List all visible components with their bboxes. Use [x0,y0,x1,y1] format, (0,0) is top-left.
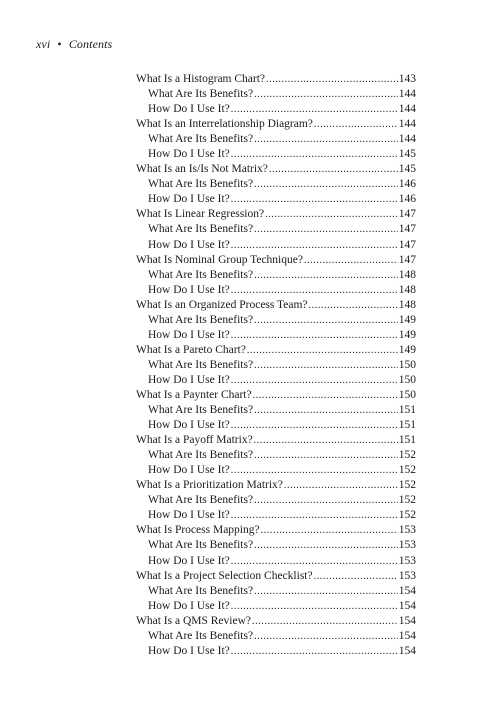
toc-subentry [136,177,416,192]
toc-entry-title: What Are Its Benefits? [148,539,254,552]
toc-subentry [136,538,416,553]
toc-page-number: 152 [398,449,416,462]
dot-leader [261,523,398,538]
toc-entry-title: What Is a Pareto Chart? [136,343,246,356]
dot-leader [231,418,398,433]
toc-subentry [136,358,416,373]
toc-page-number: 150 [398,388,416,401]
toc-page-number: 152 [398,464,416,477]
toc-page-number: 153 [398,524,416,537]
toc-subentry [136,629,416,644]
toc-page-number: 150 [398,373,416,386]
toc-page-number: 154 [398,614,416,627]
toc-entry-title: What Are Its Benefits? [148,449,254,462]
toc-subentry [136,283,416,298]
toc-subentry [136,403,416,418]
toc-page-number: 144 [398,103,416,116]
toc-subentry [136,418,416,433]
toc-page-number: 147 [398,253,416,266]
dot-leader [284,478,398,493]
toc-entry-title: What Are Its Benefits? [148,313,254,326]
toc-entry-title: How Do I Use It? [148,509,230,522]
toc-page-number: 151 [398,419,416,432]
dot-leader [231,328,398,343]
toc-entry-title: How Do I Use It? [148,554,230,567]
toc-entry-title: What Are Its Benefits? [148,223,254,236]
toc-entry-title: What Is a QMS Review? [136,614,251,627]
toc-page-number: 148 [398,283,416,296]
toc-entry-title: What Are Its Benefits? [148,268,254,281]
toc-page-number: 154 [398,644,416,657]
toc-entry-title: What Is a Payoff Matrix? [136,434,253,447]
toc-entry-title: How Do I Use It? [148,599,230,612]
toc-entry [136,433,416,448]
toc-page-number: 154 [398,599,416,612]
dot-leader [254,222,398,237]
toc-page-number: 153 [398,554,416,567]
toc-page-number: 144 [398,88,416,101]
toc-subentry [136,87,416,102]
dot-leader [254,538,398,553]
toc-subentry [136,584,416,599]
dot-leader [254,268,398,283]
toc-entry [136,298,416,313]
toc-subentry [136,132,416,147]
dot-leader [252,614,398,629]
dot-leader [254,358,398,373]
toc-subentry [136,238,416,253]
header-separator: • [57,37,62,51]
toc-entry-title: How Do I Use It? [148,373,230,386]
toc-entry-title: What Is Nominal Group Technique? [136,253,303,266]
toc-page-number: 152 [398,479,416,492]
toc-page-number: 149 [398,313,416,326]
toc-entry [136,162,416,177]
toc-entry [136,614,416,629]
toc-entry [136,569,416,584]
toc-entry-title: What Is Process Mapping? [136,524,260,537]
dot-leader [254,313,398,328]
dot-leader [254,584,398,599]
toc-page-number: 147 [398,238,416,251]
toc-page-number: 152 [398,494,416,507]
dot-leader [304,253,398,268]
toc-entry [136,523,416,538]
dot-leader [314,569,398,584]
toc-entry-title: What Are Its Benefits? [148,358,254,371]
toc-subentry [136,222,416,237]
toc-page-number: 150 [398,358,416,371]
toc-page-number: 144 [398,133,416,146]
dot-leader [309,298,398,313]
dot-leader [231,554,398,569]
toc-subentry [136,192,416,207]
toc-page-number: 147 [398,208,416,221]
toc-entry-title: What Is Linear Regression? [136,208,265,221]
toc-subentry [136,644,416,659]
toc-subentry [136,448,416,463]
toc-entry-title: What Is a Project Selection Checklist? [136,569,313,582]
toc-entry-title: How Do I Use It? [148,103,230,116]
toc-entry-title: How Do I Use It? [148,419,230,432]
toc-page-number: 153 [398,569,416,582]
dot-leader [231,508,398,523]
dot-leader [254,448,398,463]
toc-entry-title: What Are Its Benefits? [148,584,254,597]
toc-subentry [136,373,416,388]
toc-entry-title: How Do I Use It? [148,148,230,161]
dot-leader [269,162,398,177]
table-of-contents [136,72,416,659]
toc-page-number: 148 [398,268,416,281]
toc-entry-title: What Are Its Benefits? [148,404,254,417]
dot-leader [231,373,398,388]
toc-entry-title: How Do I Use It? [148,328,230,341]
toc-entry-title: What Is an Is/Is Not Matrix? [136,163,268,176]
toc-subentry [136,554,416,569]
toc-entry [136,207,416,222]
toc-entry-title: How Do I Use It? [148,644,230,657]
toc-subentry [136,313,416,328]
toc-entry [136,72,416,87]
dot-leader [231,102,398,117]
toc-page-number: 148 [398,298,416,311]
toc-page-number: 145 [398,163,416,176]
toc-page-number: 145 [398,148,416,161]
toc-page-number: 149 [398,343,416,356]
toc-page-number: 154 [398,584,416,597]
toc-entry-title: How Do I Use It? [148,464,230,477]
toc-entry-title: What Are Its Benefits? [148,629,254,642]
dot-leader [254,132,398,147]
toc-page-number: 147 [398,223,416,236]
dot-leader [231,463,398,478]
toc-entry [136,117,416,132]
dot-leader [254,177,398,192]
toc-entry-title: What Are Its Benefits? [148,133,254,146]
toc-page-number: 143 [398,73,416,85]
toc-subentry [136,493,416,508]
toc-page-number: 146 [398,193,416,206]
dot-leader [247,343,398,358]
toc-page-number: 151 [398,434,416,447]
toc-entry-title: How Do I Use It? [148,238,230,251]
folio-number: xvi [36,37,51,51]
dot-leader [254,629,398,644]
dot-leader [231,147,398,162]
dot-leader [314,117,398,132]
dot-leader [231,599,398,614]
toc-entry-title: What Are Its Benefits? [148,178,254,191]
dot-leader [254,433,398,448]
toc-page-number: 146 [398,178,416,191]
dot-leader [254,493,398,508]
toc-entry-title: How Do I Use It? [148,283,230,296]
toc-page-number: 151 [398,404,416,417]
toc-entry-title: What Is a Histogram Chart? [136,73,266,85]
dot-leader [231,644,398,659]
toc-entry-title: What Are Its Benefits? [148,88,254,101]
toc-entry [136,343,416,358]
running-head [36,37,112,52]
toc-entry-title: What Is an Organized Process Team? [136,298,308,311]
dot-leader [266,72,398,87]
toc-subentry [136,147,416,162]
dot-leader [231,192,398,207]
dot-leader [254,87,398,102]
toc-subentry [136,268,416,283]
toc-page-number: 144 [398,118,416,131]
toc-subentry [136,599,416,614]
toc-entry-title: How Do I Use It? [148,193,230,206]
toc-entry [136,478,416,493]
toc-page-number: 154 [398,629,416,642]
toc-page-number: 153 [398,539,416,552]
toc-subentry [136,102,416,117]
toc-entry-title: What Are Its Benefits? [148,494,254,507]
toc-entry-title: What Is a Paynter Chart? [136,388,252,401]
toc-page-number: 152 [398,509,416,522]
toc-entry [136,253,416,268]
toc-entry-title: What Is an Interrelationship Diagram? [136,118,313,131]
toc-subentry [136,328,416,343]
toc-entry [136,388,416,403]
dot-leader [254,403,398,418]
section-title: Contents [68,37,113,51]
dot-leader [265,207,398,222]
toc-page-number: 149 [398,328,416,341]
toc-subentry [136,463,416,478]
toc-entry-title: What Is a Prioritization Matrix? [136,479,283,492]
dot-leader [231,283,398,298]
toc-subentry [136,508,416,523]
dot-leader [253,388,398,403]
dot-leader [231,238,398,253]
